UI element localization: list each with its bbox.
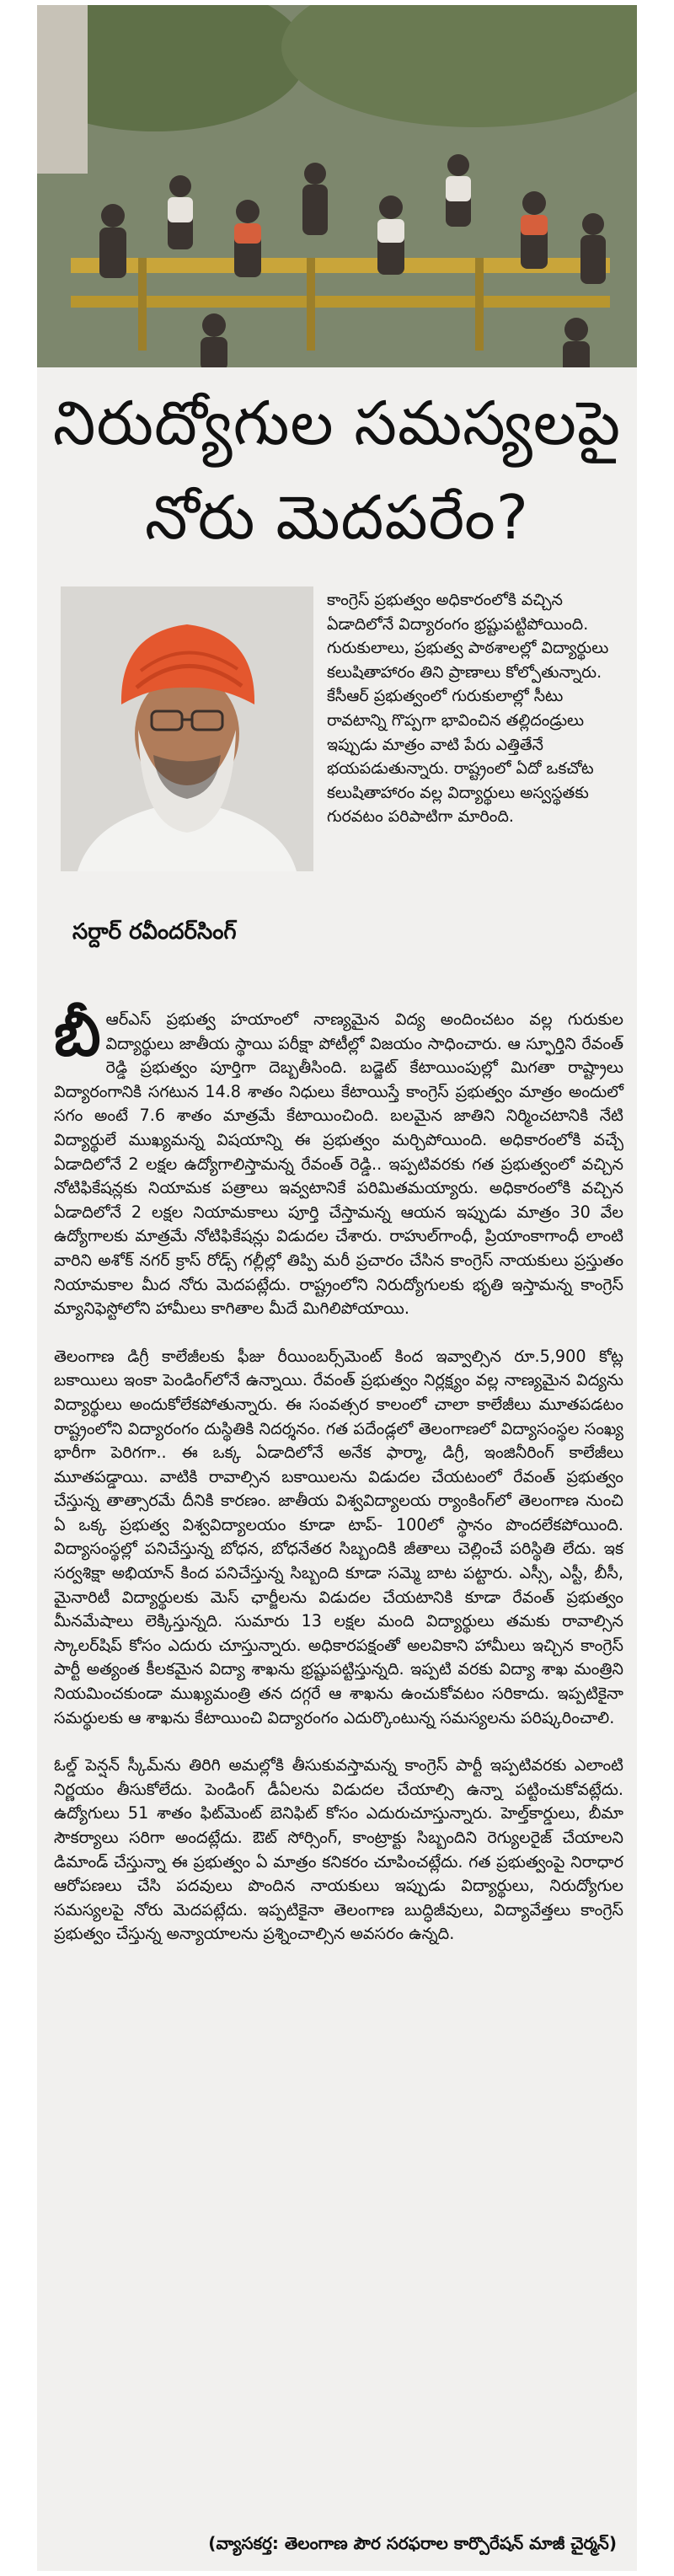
body-paragraph-2: తెలంగాణ డిగ్రీ కాలేజీలకు ఫీజు రీయింబర్స్‌మెంట్ కింద ఇవ్వాల్సిన రూ.5,900 కోట్ల బకాయిలు ఇంకా పెండింగ్‌లోనే ఉన్నాయి. రేవంత్ ప్రభుత్వం నిర్లక్ష్యం వల్ల నాణ్యమైన విద్యను విద్యార్థులు అందుకోలేకపోతున్నారు. ఈ సంవత్సర కాలంలో చాలా కాలేజీలు మూతపడటం రాష్ట్రంలోని విద్యారంగం దుస్థితికి నిదర్శనం. గత పదేండ్లలో తెలంగాణలో విద్యాసంస్థల సంఖ్య భారీగా పెరిగగా.. ఈ ఒక్క ఏడాదిలోనే అనేక ఫార్మా, డిగ్రీ, ఇంజినీరింగ్ కాలేజీలు మూతపడ్డాయి. వాటికి రావాల్సిన బకాయిలను విడుదల చేయటంలో రేవంత్ ప్రభుత్వం చేస్తున్న తాత్సారమే దీనికి కారణం. జాతీయ విశ్వవిద్యాలయ ర్యాంకింగ్‌లో తెలంగాణ నుంచి ఏ ఒక్క ప్రభుత్వ విశ్వవిద్యాలయం కూడా టాప్‌- 100లో స్థానం పొందలేకపోయింది. విద్యాసంస్థల్లో పనిచేస్తున్న బోధన, బోధనేతర సిబ్బందికి జీతాలు చెల్లించే పరిస్థితి లేదు. ఇక సర్వశిక్షా అభియాన్ కింద పనిచేస్తున్న సిబ్బంది కూడా సమ్మె బాట పట్టారు. ఎస్సీ, ఎస్టీ, బీసీ, మైనారిటీ విద్యార్థులకు మెస్ ఛార్జీలను విడుదల చేయటానికి కూడా రేవంత్ ప్రభుత్వం మీనమేషాలు లెక్కిస్తున్నది. సుమారు 13 లక్షల మంది విద్యార్థులు తమకు రావాల్సిన స్కాలర్‌షిప్ కోసం ఎదురు చూస్తున్నారు. అధికారపక్షంతో అలవికాని హామీలు ఇచ్చిన కాంగ్రెస్ పార్టీ అత్యంత కీలకమైన విద్యా శాఖను భ్రష్టుపట్టిస్తున్నది. ఇప్పటి వరకు విద్యా శాఖ మంత్రిని నియమించకుండా ముఖ్యమంత్రి తన దగ్గరే ఆ శాఖను ఉంచుకోవటం సరికాదు. ఇప్పటికైనా సమర్థులకు ఆ శాఖను కేటాయించి విద్యారంగం ఎదుర్కొంటున్న సమస్యలను పరిష్కరించాలి. <box>54 1346 623 1727</box>
headline <box>37 376 637 565</box>
body-paragraph-1-text: ఆర్ఎస్ ప్రభుత్వ హయాంలో నాణ్యమైన విద్య అందించటం వల్ల గురుకుల విద్యార్థులు జాతీయ స్థాయి పరీక్షా పోటీల్లో విజయం సాధించారు. ఆ స్ఫూర్తిని రేవంత్ రెడ్డి ప్రభుత్వం పూర్తిగా దెబ్బతీసింది. బడ్జెట్ కేటాయింపుల్లో మిగతా రాష్ట్రాలు విద్యారంగానికి సగటున 14.8 శాతం నిధులు కేటాయిస్తే కాంగ్రెస్ ప్రభుత్వం మాత్రం అందులో సగం అంటే 7.6 శాతం మాత్రమే కేటాయించింది. బలమైన జాతిని నిర్మించటానికి నేటి విద్యార్థులే ముఖ్యమన్న విషయాన్ని ఈ ప్రభుత్వం మర్చిపోయింది. అధికారంలోకి వచ్చే ఏడాదిలోనే 2 లక్షల ఉద్యోగాలిస్తామన్న రేవంత్ రెడ్డి.. ఇప్పటివరకు గత ప్రభుత్వంలో వచ్చిన నోటిఫికేషన్లకు నియామక పత్రాలు ఇవ్వటానికే పరిమితమయ్యారు. అధికారంలోకి వచ్చిన ఏడాదిలోనే 2 లక్షల నియామకాలు పూర్తి చేస్తామన్న ఆయన ఇప్పుడు మాత్రం 30 వేల ఉద్యోగాలకు మాత్రమే నోటిఫికేషన్లు విడుదల చేశారు. రాహుల్‌గాంధీ, ప్రియాంకాగాంధీ లాంటి వారిని అశోక్ నగర్ క్రాస్ రోడ్స్ గల్లీల్లో తిప్పి మరీ ప్రచారం చేసిన కాంగ్రెస్ నాయకులు ప్రస్తుతం నియామకాల మీద నోరు మెదపట్లేదు. రాష్ట్రంలోని నిరుద్యోగులకు భృతి ఇస్తామన్న కాంగ్రెస్ మ్యానిఫెస్టోలోని హామీలు కాగితాల మీదే మిగిలిపోయాయి. <box>54 1010 623 1319</box>
author-photo <box>61 586 313 871</box>
intro-paragraph: కాంగ్రెస్ ప్రభుత్వం అధికారంలోకి వచ్చిన ఏడాదిలోనే విద్యారంగం భ్రష్టుపట్టిపోయింది. గురుకులాలు, ప్రభుత్వ పాఠశాలల్లో విద్యార్థులు కలుషితాహారం తిని ప్రాణాలు కోల్పోతున్నారు. కేసీఆర్ ప్రభుత్వంలో గురుకులాల్లో సీటు రావటాన్ని గొప్పగా భావించిన తల్లిదండ్రులు ఇప్పుడు మాత్రం వాటి పేరు ఎత్తితేనే భయపడుతున్నారు. రాష్ట్రంలో ఏదో ఒకచోట కలుషితాహారం వల్ల విద్యార్థులు అస్వస్థతకు గురవటం పరిపాటిగా మారింది. <box>327 591 609 827</box>
intro-text <box>327 588 623 829</box>
article-page <box>37 5 637 2571</box>
body-paragraph-1 <box>54 999 623 1321</box>
protest-photo <box>37 5 637 367</box>
article-body <box>54 999 623 1970</box>
author-byline: సర్దార్ రవీందర్‌సింగ్ <box>72 919 237 945</box>
body-paragraph-3: ఓల్డ్ పెన్షన్ స్కీమ్‌ను తిరిగి అమల్లోకి తీసుకువస్తామన్న కాంగ్రెస్ పార్టీ ఇప్పటివరకు ఎలాంటి నిర్ణయం తీసుకోలేదు. పెండింగ్ డీఏలను విడుదల చేయాల్సి ఉన్నా పట్టించుకోవట్లేదు. ఉద్యోగులు 51 శాతం ఫిట్‌మెంట్ బెనిఫిట్ కోసం ఎదురుచూస్తున్నారు. హెల్త్‌కార్డులు, బీమా సౌకర్యాలు సరిగా అందట్లేదు. ఔట్ సోర్సింగ్, కాంట్రాక్టు సిబ్బందిని రెగ్యులరైజ్ చేయాలని డిమాండ్ చేస్తున్నా ఈ ప్రభుత్వం ఏ మాత్రం కనికరం చూపించట్లేదు. గత ప్రభుత్వంపై నిరాధార ఆరోపణలు చేసి పదవులు పొందిన నాయకులు ఇప్పుడు విద్యార్థులు, నిరుద్యోగుల సమస్యలపై నోరు మెదపట్లేదు. ఇప్పటికైనా తెలంగాణ బుద్ధిజీవులు, విద్యావేత్తలు కాంగ్రెస్ ప్రభుత్వం చేస్తున్న అన్యాయాలను ప్రశ్నించాల్సిన అవసరం ఉన్నది. <box>54 1755 623 1944</box>
headline-line-1: నిరుద్యోగుల సమస్యలపై <box>52 388 622 458</box>
drop-cap: బీ <box>54 999 101 1069</box>
author-credit: (వ్యాసకర్త: తెలంగాణ పౌర సరఫరాల కార్పొరేషన్ మాజీ చైర్మన్) <box>208 2533 617 2553</box>
headline-line-2: నోరు మెదపరేం? <box>145 482 529 553</box>
